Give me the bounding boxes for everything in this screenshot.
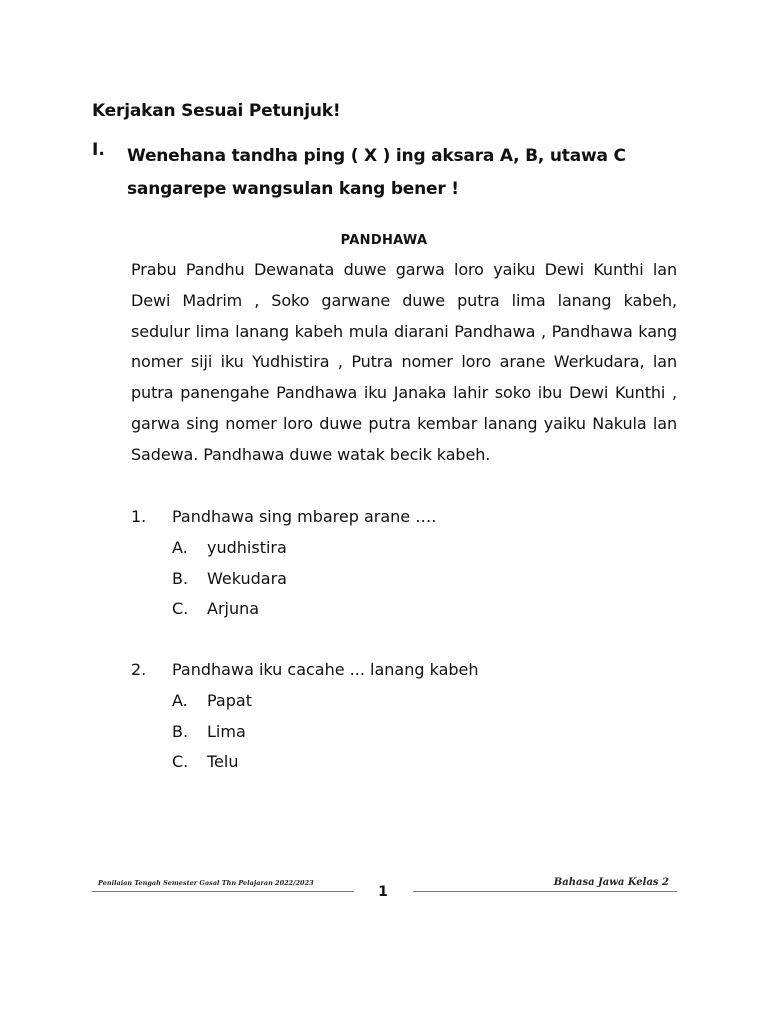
option-text: Arjuna [207,599,260,619]
option-letter: C. [172,599,189,619]
option-letter: A. [172,537,188,557]
option-letter: C. [172,752,189,772]
question-2-stem [131,655,691,686]
question-number: 2. [131,660,147,679]
option-text: Papat [207,690,252,710]
option-text: yudhistira [207,537,287,557]
answer-option-a[interactable] [131,533,691,564]
question-number: 1. [131,507,147,526]
story-body: Prabu Pandhu Dewanata duwe garwa loro yaiku Dewi Kunthi lan Dewi Madrim , Soko garwane duwe putra lima lanang kabeh, sedulur lima lanang kabeh mula diarani Pandhawa , Pandhawa kang nomer siji iku Yudhistira , Putra nomer loro arane Werkudara, lan putra panengahe Pandhawa iku Janaka lahir soko ibu Dewi Kunthi , garwa sing nomer loro duwe putra kembar lanang yaiku Nakula lan Sadewa. Pandhawa duwe watak becik kabeh. [131,260,677,464]
option-letter: B. [172,721,189,741]
option-letter: B. [172,568,189,588]
footer-exam-title: Penilaian Tengah Semester Gasal Thn Pelajaran 2022/2023 [98,879,314,887]
answer-option-b[interactable] [131,717,691,748]
question-2 [131,655,691,778]
story-title: PANDHAWA [340,233,428,248]
answer-option-c[interactable] [131,594,691,625]
footer-divider-right [413,891,677,892]
answer-option-c[interactable] [131,747,691,778]
page-heading: Kerjakan Sesuai Petunjuk! [92,101,341,121]
answer-option-a[interactable] [131,686,691,717]
option-text: Telu [207,752,239,772]
section-number: I. [92,140,105,160]
option-letter: A. [172,690,188,710]
answer-option-b[interactable] [131,564,691,595]
option-text: Lima [207,721,246,741]
footer-divider-left [92,891,354,892]
question-text: Pandhawa sing mbarep arane …. [172,507,437,526]
question-1-stem [131,502,691,533]
option-text: Wekudara [207,568,287,588]
section-instruction: Wenehana tandha ping ( X ) ing aksara A, B, utawa C sangarepe wangsulan kang bener ! [127,146,626,199]
question-text: Pandhawa iku cacahe ... lanang kabeh [172,660,479,679]
footer-subject: Bahasa Jawa Kelas 2 [553,877,669,888]
question-1 [131,502,691,625]
page-number: 1 [378,884,388,900]
